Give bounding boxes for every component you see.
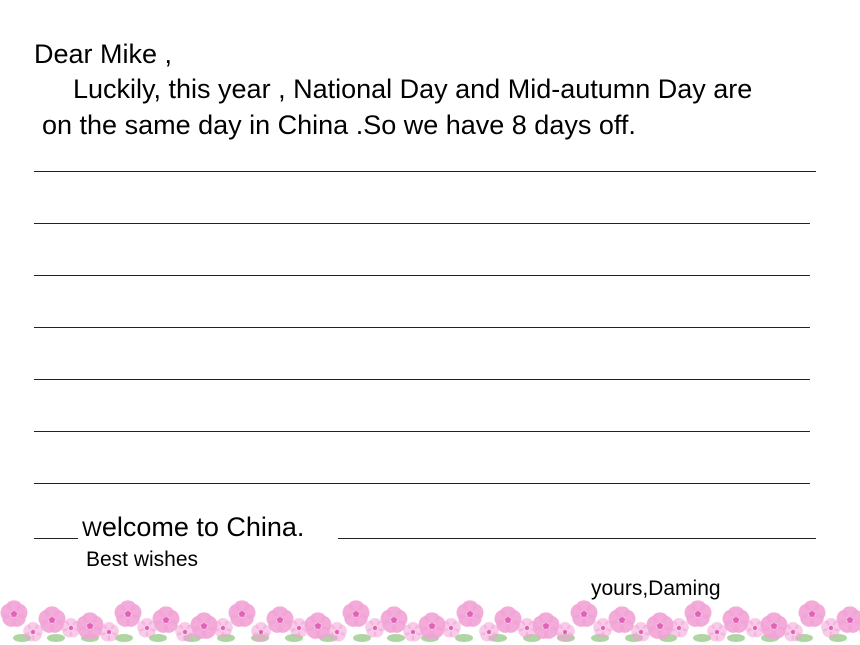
writing-line-3 (34, 275, 810, 276)
letter-body-line-2: on the same day in China .So we have 8 days off. (42, 110, 636, 140)
writing-line-2 (34, 223, 810, 224)
leaf-icon (727, 634, 745, 642)
leaf-icon (693, 634, 711, 642)
writing-line-7 (34, 483, 810, 484)
closing-line-right-segment (338, 538, 816, 539)
signature: yours,Daming (591, 577, 721, 600)
closing-text (82, 511, 304, 546)
flower-border (0, 594, 860, 645)
writing-line-1 (34, 171, 816, 172)
leaf-icon (47, 634, 65, 642)
letter-greeting: Dear Mike , (34, 39, 173, 69)
leaf-icon (115, 634, 133, 642)
writing-line-6 (34, 431, 810, 432)
letter-body-line-1: Luckily, this year , National Day and Mid-autumn Day are (73, 74, 753, 104)
leaf-icon (387, 634, 405, 642)
closing-rest: elcome to China. (101, 512, 305, 542)
flower-icon (0, 600, 29, 629)
closing-line (34, 511, 816, 543)
writing-line-5 (34, 379, 810, 380)
closing-first-letter: W (82, 518, 102, 541)
writing-line-4 (34, 327, 810, 328)
closing-line-left-segment (34, 538, 78, 539)
best-wishes: Best wishes (86, 548, 199, 571)
